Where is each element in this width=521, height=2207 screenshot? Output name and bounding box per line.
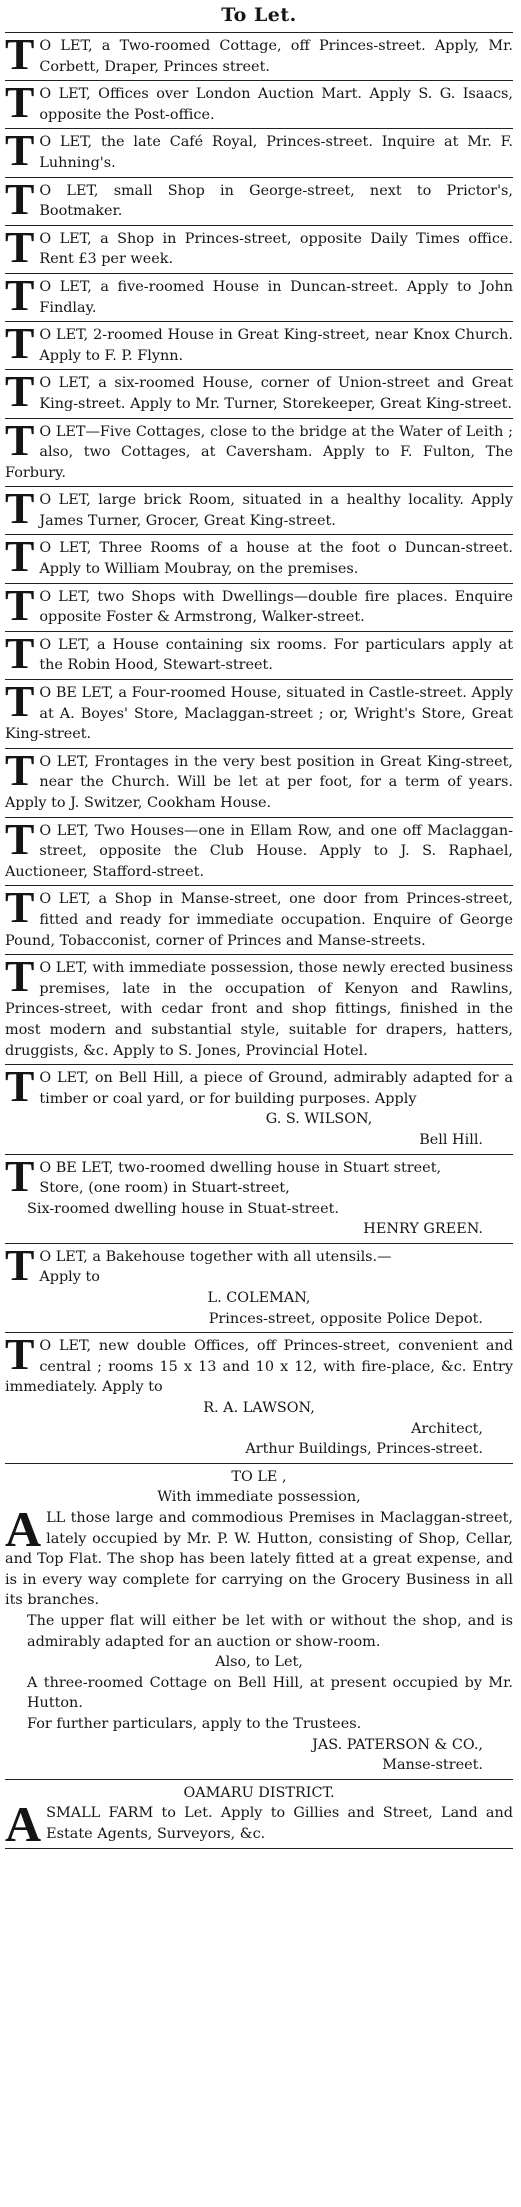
ad-text: Apply to bbox=[39, 1269, 100, 1286]
drop-cap: T bbox=[5, 418, 35, 465]
drop-cap: T bbox=[5, 1065, 35, 1112]
section-heading: To Let. bbox=[5, 0, 513, 33]
advertiser-name: HENRY GREEN. bbox=[363, 1221, 483, 1238]
ad-title: OAMARU DISTRICT. bbox=[183, 1784, 335, 1801]
ad-green bbox=[5, 1155, 513, 1244]
ad-text: For further particulars, apply to the Trustees. bbox=[27, 1715, 362, 1732]
ad-text: O LET, 2-roomed House in Great King-street, near Knox Church. Apply to F. P. Flynn. bbox=[39, 327, 513, 364]
ad-paterson bbox=[5, 1464, 513, 1780]
ad-item bbox=[5, 370, 513, 418]
ad-text: O LET, on Bell Hill, a piece of Ground, admirably adapted for a timber or coal yard, or for building purposes. Apply bbox=[39, 1070, 513, 1107]
drop-cap: T bbox=[5, 748, 35, 795]
advertiser-address: Manse-street. bbox=[382, 1757, 483, 1774]
ad-text: O LET, large brick Room, situated in a healthy locality. Apply James Turner, Grocer, Great King-street. bbox=[39, 492, 513, 529]
ad-text: O LET, two Shops with Dwellings—double fire places. Enquire opposite Foster & Armstrong, Walker-street. bbox=[39, 588, 513, 626]
advertiser-address: Bell Hill. bbox=[419, 1131, 483, 1148]
ad-text: O LET, Two Houses—one in Ellam Row, and one off Maclaggan-street, opposite the Club House. Apply to J. S. Raphael, Auctioneer, Stafford-street. bbox=[5, 822, 513, 880]
drop-cap: T bbox=[5, 177, 35, 224]
ad-text: Also, to Let, bbox=[215, 1654, 303, 1671]
ad-text: Store, (one room) in Stuart-street, bbox=[39, 1180, 290, 1197]
ad-item bbox=[5, 81, 513, 129]
ad-text: O LET, small Shop in George-street, next to Prictor's, Bootmaker. bbox=[39, 182, 513, 220]
ad-text: O LET, a House containing six rooms. For particulars apply at the Robin Hood, Stewart-street. bbox=[39, 636, 513, 674]
ad-text: O BE LET, a Four-roomed House, situated in Castle-street. Apply at A. Boyes' Store, Maclaggan-street ; or, Wright's Store, Great King-street. bbox=[5, 685, 513, 743]
ad-text: The upper flat will either be let with or without the shop, and is admirably adapted for an auction or show-room. bbox=[27, 1612, 513, 1650]
ad-item bbox=[5, 226, 513, 274]
drop-cap: T bbox=[5, 680, 35, 727]
ad-item bbox=[5, 818, 513, 887]
ad-text: O LET, a six-roomed House, corner of Union-street and Great King-street. Apply to Mr. Turner, Storekeeper, Great King-street. bbox=[39, 375, 513, 412]
drop-cap: T bbox=[5, 817, 35, 864]
ad-item bbox=[5, 322, 513, 370]
advertiser-name: L. COLEMAN, bbox=[207, 1290, 311, 1307]
drop-cap: T bbox=[5, 1333, 35, 1380]
ad-text: O LET, Three Rooms of a house at the foot o Duncan-street. Apply to William Moubray, on the premises. bbox=[39, 540, 513, 578]
ad-item bbox=[5, 178, 513, 226]
ad-item bbox=[5, 535, 513, 583]
ad-item bbox=[5, 632, 513, 680]
drop-cap: T bbox=[5, 583, 35, 630]
ad-text: O LET, a Bakehouse together with all utensils.— bbox=[39, 1248, 392, 1265]
ad-coleman bbox=[5, 1244, 513, 1333]
classified-ads bbox=[5, 33, 513, 1065]
ad-item bbox=[5, 584, 513, 632]
ad-text: O LET, a Shop in Manse-street, one door from Princes-street, fitted and ready for immediate occupation. Enquire of George Pound, Tobacconist, corner of Princes and Manse-streets. bbox=[5, 891, 513, 949]
ad-text: O LET, with immediate possession, those newly erected business premises, late in the occupation of Kenyon and Rawlins, Princes-street, with cedar front and shop fittings, finished in the most modern and substantial style, suitable for drapers, hatters, druggists, &c. Apply to S. Jones, Provincial Hotel. bbox=[5, 960, 513, 1059]
advertiser-address: Arthur Buildings, Princes-street. bbox=[245, 1441, 483, 1458]
ad-item bbox=[5, 274, 513, 322]
ad-text: O LET, a Shop in Princes-street, opposite Daily Times office. Rent £3 per week. bbox=[39, 230, 513, 268]
ad-text: O LET—Five Cottages, close to the bridge at the Water of Leith ; also, two Cottages, at Caversham. Apply to F. Fulton, The Forbury. bbox=[5, 423, 513, 481]
drop-cap: T bbox=[5, 129, 35, 176]
ad-item bbox=[5, 955, 513, 1065]
ad-text: SMALL FARM to Let. Apply to Gillies and Street, Land and Estate Agents, Surveyors, &c. bbox=[46, 1805, 513, 1842]
drop-cap: T bbox=[5, 955, 35, 1002]
ad-item bbox=[5, 886, 513, 955]
drop-cap: T bbox=[5, 535, 35, 582]
ad-text: O LET, new double Offices, off Princes-street, convenient and central ; rooms 15 x 13 and 10 x 12, with fire-place, &c. Entry immediately. Apply to bbox=[5, 1338, 513, 1396]
advertiser-name: R. A. LAWSON, bbox=[203, 1400, 315, 1417]
ad-text: O LET, Frontages in the very best position in Great King-street, near the Church. Will be let at per foot, for a term of years. Apply to J. Switzer, Cookham House. bbox=[5, 753, 513, 811]
drop-cap: T bbox=[5, 33, 35, 79]
ad-item bbox=[5, 749, 513, 818]
drop-cap: T bbox=[5, 487, 35, 534]
ad-item bbox=[5, 129, 513, 177]
drop-cap: A bbox=[5, 1501, 42, 1557]
drop-cap: T bbox=[5, 631, 35, 678]
ad-lawson bbox=[5, 1333, 513, 1464]
advertiser-title: Architect, bbox=[411, 1420, 483, 1437]
ad-text: LL those large and commodious Premises in Maclaggan-street, lately occupied by Mr. P. W. Hutton, consisting of Shop, Cellar, and Top Flat. The shop has been lately fitted at a great expense, and is in every way complete for carrying on the Grocery Business in all its branches. bbox=[5, 1510, 513, 1609]
drop-cap: T bbox=[5, 370, 35, 417]
drop-cap: T bbox=[5, 273, 35, 320]
drop-cap: T bbox=[5, 81, 35, 128]
ad-title: TO LE , bbox=[231, 1468, 287, 1485]
drop-cap: T bbox=[5, 225, 35, 272]
drop-cap: T bbox=[5, 1243, 35, 1290]
drop-cap: T bbox=[5, 322, 35, 369]
ad-text: O BE LET, two-roomed dwelling house in Stuart street, bbox=[39, 1159, 442, 1176]
ad-item bbox=[5, 33, 513, 81]
ad-item bbox=[5, 680, 513, 749]
advertiser-name: JAS. PATERSON & CO., bbox=[312, 1736, 483, 1753]
advertiser-address: Princes-street, opposite Police Depot. bbox=[208, 1310, 483, 1327]
ad-text: A three-roomed Cottage on Bell Hill, at present occupied by Mr. Hutton. bbox=[27, 1674, 513, 1712]
ad-item bbox=[5, 487, 513, 535]
ad-wilson bbox=[5, 1065, 513, 1154]
drop-cap: T bbox=[5, 886, 35, 933]
ad-subtitle: With immediate possession, bbox=[157, 1489, 361, 1506]
ad-text: O LET, a Two-roomed Cottage, off Princes-street. Apply, Mr. Corbett, Draper, Princes street. bbox=[39, 38, 513, 75]
ad-text: O LET, Offices over London Auction Mart. Apply S. G. Isaacs, opposite the Post-office. bbox=[39, 86, 513, 123]
advertiser-name: G. S. WILSON, bbox=[265, 1111, 373, 1128]
drop-cap: T bbox=[5, 1154, 35, 1201]
ad-item bbox=[5, 419, 513, 488]
drop-cap: A bbox=[5, 1796, 42, 1849]
ad-text: O LET, a five-roomed House in Duncan-street. Apply to John Findlay. bbox=[39, 278, 513, 316]
ad-text: Six-roomed dwelling house in Stuat-street. bbox=[27, 1200, 339, 1217]
ad-oamaru bbox=[5, 1780, 513, 1849]
ad-text: O LET, the late Café Royal, Princes-street. Inquire at Mr. F. Luhning's. bbox=[39, 134, 513, 171]
